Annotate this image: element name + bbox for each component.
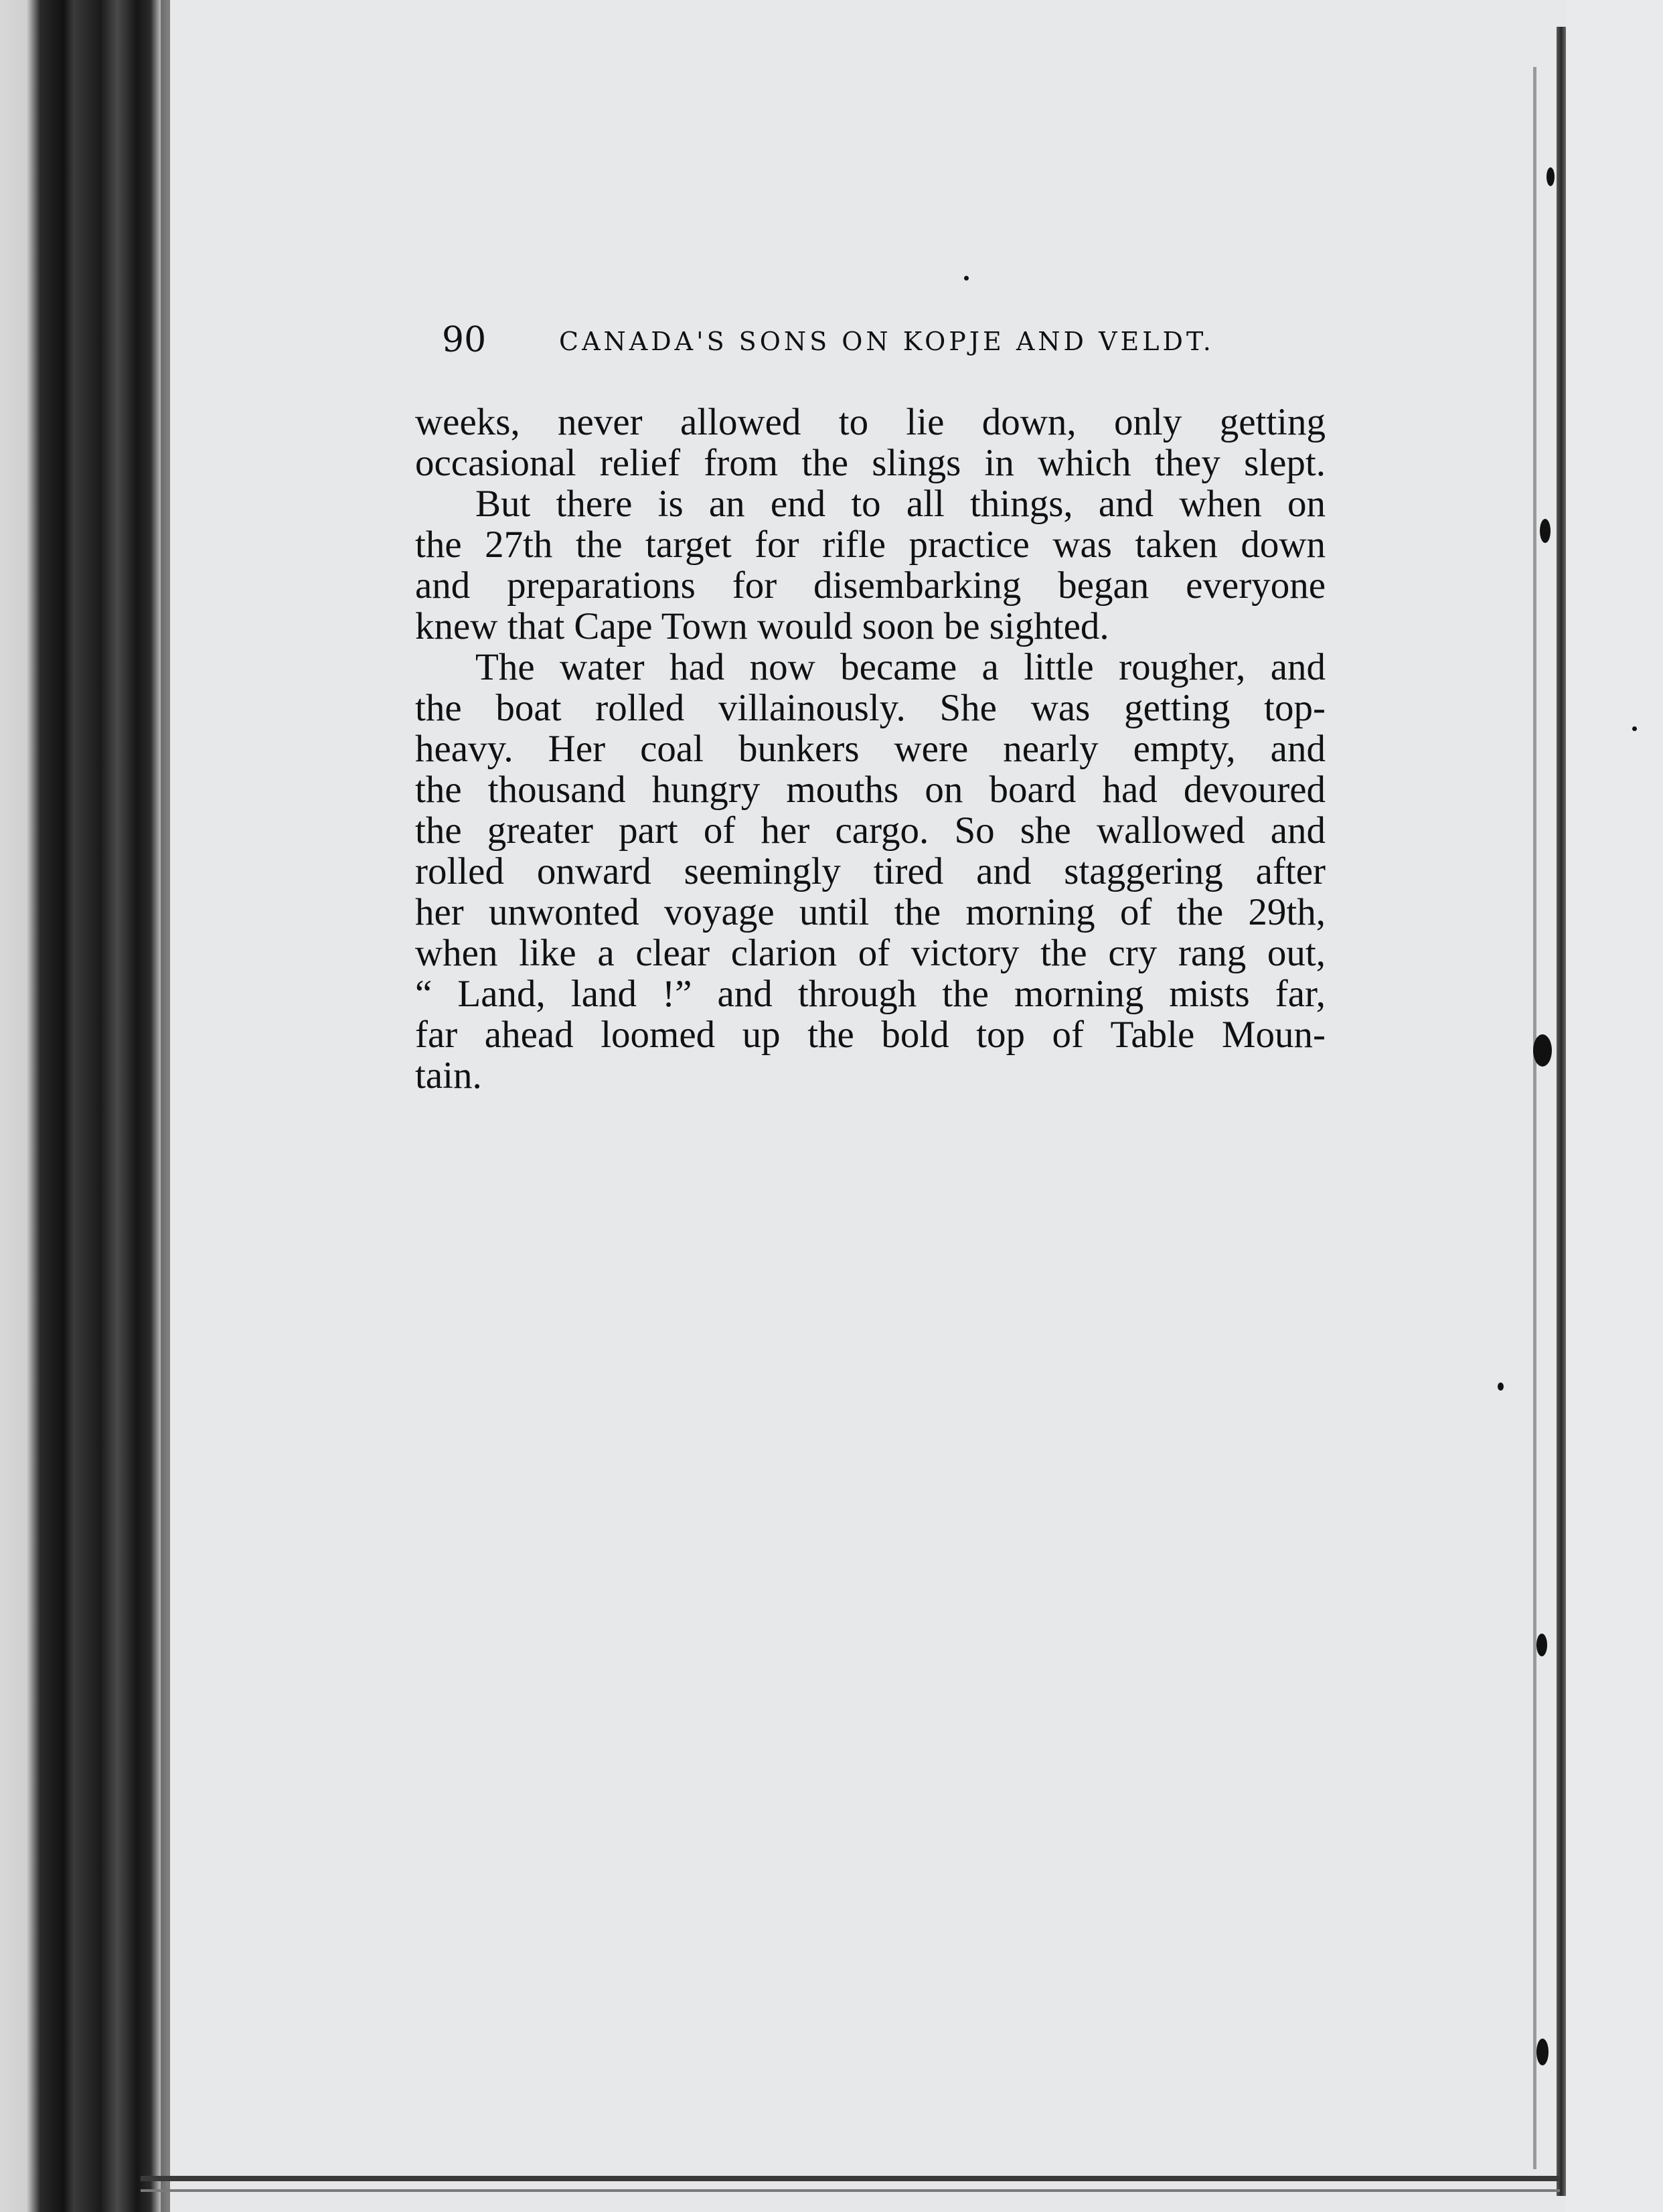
text-line: rolled onward seemingly tired and staggering after <box>415 850 1326 892</box>
bottom-page-edge <box>141 2176 1560 2181</box>
scan-speck <box>964 276 969 281</box>
running-head: CANADA'S SONS ON KOPJE AND VELDT. <box>559 327 1214 356</box>
text-line: and preparations for disembarking began everyone <box>415 564 1326 607</box>
body-text <box>415 402 1326 1096</box>
text-line: weeks, never allowed to lie down, only getting <box>415 401 1326 443</box>
facing-page-edge <box>1557 27 1566 2196</box>
page-number: 90 <box>442 320 487 360</box>
text-line: her unwonted voyage until the morning of the 29th, <box>415 891 1326 933</box>
book-spine <box>0 0 167 2212</box>
scan-speck <box>1547 167 1555 186</box>
text-line: the boat rolled villainously. She was getting top- <box>415 687 1326 729</box>
scan-speck <box>1632 726 1637 731</box>
text-line: The water had now became a little rougher, and <box>475 646 1326 688</box>
scan-speck <box>1536 2039 1549 2065</box>
text-line: heavy. Her coal bunkers were nearly empty, and <box>415 728 1326 770</box>
bottom-page-edge-shadow <box>141 2189 1560 2192</box>
text-line: tain. <box>415 1054 482 1097</box>
text-line: “ Land, land !” and through the morning mists far, <box>415 973 1326 1015</box>
page-edge-line <box>1533 67 1536 2169</box>
text-line: far ahead loomed up the bold top of Table Moun- <box>415 1014 1326 1056</box>
text-line: the greater part of her cargo. So she wallowed and <box>415 809 1326 852</box>
text-line: the 27th the target for rifle practice was taken down <box>415 524 1326 566</box>
scan-speck <box>1498 1382 1504 1391</box>
spine-edge <box>161 0 170 2212</box>
text-line: occasional relief from the slings in which they slept. <box>415 442 1326 484</box>
scan-speck <box>1536 1634 1547 1656</box>
scan-speck <box>1540 519 1551 543</box>
text-line: knew that Cape Town would soon be sighted. <box>415 605 1109 647</box>
scan-speck <box>1533 1034 1552 1066</box>
text-line: the thousand hungry mouths on board had devoured <box>415 769 1326 811</box>
text-line: But there is an end to all things, and when on <box>475 483 1326 525</box>
text-line: when like a clear clarion of victory the cry rang out, <box>415 932 1326 974</box>
facing-page-strip <box>1566 0 1663 2212</box>
